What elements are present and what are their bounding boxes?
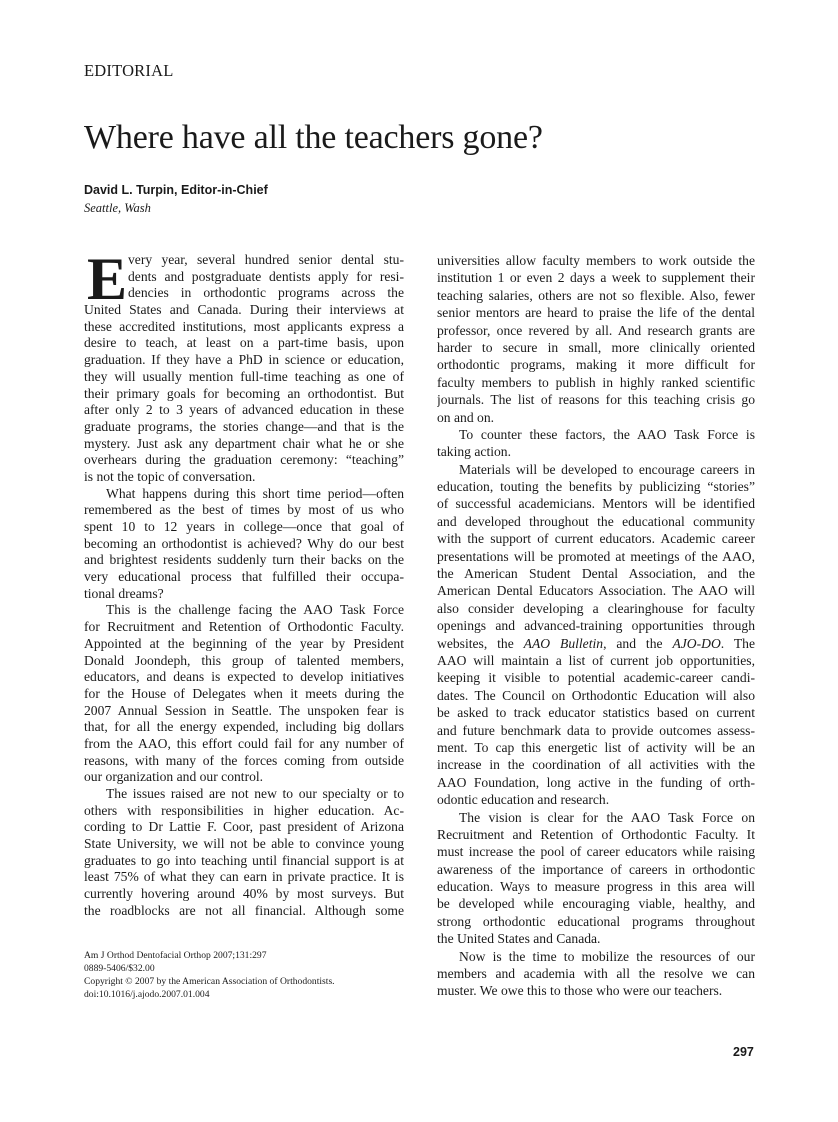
journal-citation: Am J Orthod Dentofacial Orthop 2007;131:297 [84,950,267,961]
text-line: their primary goals for becoming an orthodontist. But [84,385,404,401]
text-line: institution 1 or even 2 days a week to supplement their [437,270,755,286]
text-line: education, touting the benefits by publicizing “stories” [437,479,755,495]
text-line: muster. We owe this to those who were our teachers. [437,983,723,999]
text-line: becoming an orthodontist is achieved? Why do our best [84,535,404,551]
text-line: remembered as the best of times by most of us who [84,502,404,518]
text-line: is not the topic of conversation. [84,468,256,484]
paragraph [84,486,404,603]
text-line: be asked to track educator statistics based on current [437,705,755,721]
text-line: universities allow faculty members to work outside the [437,253,755,268]
text-line: harder to secure in small, more clinically oriented [437,339,755,355]
copyright-notice: Copyright © 2007 by the American Association of Orthodontists. [84,976,335,987]
text-line: and brightest residents suddenly turn their backs on the [84,552,404,568]
text-line: on and on. [437,409,495,425]
text-line: increase in the coordination of all activities with the [437,757,755,773]
author-byline: David L. Turpin, Editor-in-Chief [84,183,268,197]
text-line: desire to teach, at least on a part-time basis, upon [84,335,404,351]
paragraph [437,461,755,809]
text-line: and future benchmark data to provide outcomes assess- [437,722,755,738]
text-line: orthodontic programs, making it more difficult for [437,357,755,373]
article-footer [84,949,335,1001]
text-line: members and academia with all the resolve we can [437,966,755,982]
text-line: taking action. [437,444,511,460]
text-line: ment. To cap this energetic list of activity will be an [437,739,755,755]
text-line: awareness of the importance of careers in orthodontic [437,861,755,877]
text-line: dents and postgraduate dentists apply for resi- [128,268,404,284]
text-line: keeping it visible to potential academic-career candi- [437,670,755,686]
text-line: be developed while encouraging viable, healthy, and [437,896,755,912]
text-line: odontic education and research. [437,792,610,808]
paragraph [437,948,755,1000]
text-line: must increase the pool of career educators while raising [437,844,755,860]
text-line: educators, and deans is expected to develop initiatives [84,669,404,685]
italic-title: AAO Bulletin [523,635,604,651]
text-line: Appointed at the beginning of the year by President [84,635,404,651]
text-line: that, for all the energy expended, including big dollars [84,719,404,735]
text-line: very educational process that fulfilled their occupa- [84,569,404,585]
text-line: education. Ways to measure progress in this area will [437,879,755,895]
text-line: American Dental Educators Association. The AAO will [437,583,755,599]
text-line: mystery. Just ask any department chair what he or she [84,435,404,451]
text-line: 2007 Annual Session in Seattle. The unspoken fear is [84,702,404,718]
paragraph [437,426,755,461]
text-line: of successful academicians. Mentors will be identified [437,496,755,512]
doi: doi:10.1016/j.ajodo.2007.01.004 [84,989,210,1000]
paragraph [437,809,755,948]
text-line: and developed throughout the educational community [437,513,755,529]
text-line: AAO will maintain a list of current job opportunities, [437,652,755,668]
text-line: they will usually mention full-time teaching as one of [84,368,404,384]
text-line: the roadblocks are not all financial. Although some [84,902,404,918]
paragraph [84,246,404,486]
text-line: least 75% of what they can earn in private practice. It is [84,869,404,885]
text-line [437,635,755,652]
text-line: teaching salaries, others are not so flexible. Also, fewer [437,287,755,303]
article-title: Where have all the teachers gone? [84,119,543,156]
text-line: journals. The list of reasons for this teaching crisis go [437,392,755,408]
text-line: United States and Canada. During their interviews at [84,302,404,318]
text-line: Now is the time to mobilize the resources of our [459,948,755,964]
drop-cap: E [87,246,128,312]
text-line: for Recruitment and Retention of Orthodontic Faculty. [84,619,404,635]
text-line: for the House of Delegates when it meets during the [84,685,404,701]
text-line: from the AAO, this effort could fail for any number of [84,735,404,751]
text-line: after only 2 to 3 years of advanced education in these [84,402,404,418]
text-line: cording to Dr Lattie F. Coor, past president of Arizona [84,819,404,835]
text-line: senior mentors are heard to praise the life of the dental [437,305,755,321]
text-line: the United States and Canada. [437,931,601,947]
text-line: State University, we will not be able to convince young [84,836,404,852]
text-line: To counter these factors, the AAO Task Force is [459,426,755,442]
paragraph [437,252,755,426]
text-line: Donald Joondeph, this group of talented members, [84,652,404,668]
left-column [84,246,404,920]
text-line: others with responsibilities in higher education. Ac- [84,802,404,818]
text-line: faculty members to publish in highly ranked scientific [437,374,755,390]
text-line: Recruitment and Retention of Orthodontic Faculty. It [437,826,755,842]
paragraph [84,786,404,920]
page-number: 297 [733,1045,754,1059]
text-line: dencies in orthodontic programs across the [128,285,404,301]
section-label: EDITORIAL [84,61,174,80]
text-line: tional dreams? [84,585,164,601]
text-line: What happens during this short time period—often [106,485,404,501]
text-segment: . The [720,635,755,651]
paragraph [84,602,404,786]
text-line: very year, several hundred senior dental stu- [128,252,404,267]
right-column [437,252,755,1000]
issn-price: 0889-5406/$32.00 [84,963,155,974]
text-line: the American Student Dental Association, and the [437,566,755,582]
text-line: reasons, with many of the forces coming from outside [84,752,404,768]
italic-title: AJO-DO [672,635,721,651]
text-line: graduation. If they have a PhD in science or education, [84,352,404,368]
text-line: dates. The Council on Orthodontic Education will also [437,687,755,703]
text-line: The vision is clear for the AAO Task Force on [459,809,755,825]
text-line: these accredited institutions, most applicants express a [84,318,404,334]
text-line: also consider developing a clearinghouse for faculty [437,600,755,616]
text-line: strong orthodontic educational programs throughout [437,913,755,929]
text-segment: websites, the [437,635,524,651]
text-line: overhears during the graduation ceremony: “teaching” [84,452,404,468]
text-line: graduates to go into teaching until financial support is at [84,852,404,868]
author-location: Seattle, Wash [84,201,151,215]
text-line: currently hovering around 40% by most surveys. But [84,886,404,902]
text-line: This is the challenge facing the AAO Task Force [106,602,404,618]
text-line: AAO Foundation, long active in the funding of orth- [437,774,755,790]
text-line: The issues raised are not new to our specialty or to [106,786,404,801]
text-line: presentations will be promoted at meetings of the AAO, [437,548,755,564]
text-line: graduate programs, the stories change—and that is the [84,418,404,434]
text-line: with the support of current educators. Academic career [437,531,755,547]
text-line: openings and advanced-training opportunities through [437,618,755,634]
text-line: our organization and our control. [84,769,264,785]
text-segment: , and the [603,635,673,651]
text-line: professor, once revered by all. And research grants are [437,322,755,338]
text-line: spent 10 to 12 years in college—once that goal of [84,519,404,534]
text-line: Materials will be developed to encourage careers in [459,461,755,477]
